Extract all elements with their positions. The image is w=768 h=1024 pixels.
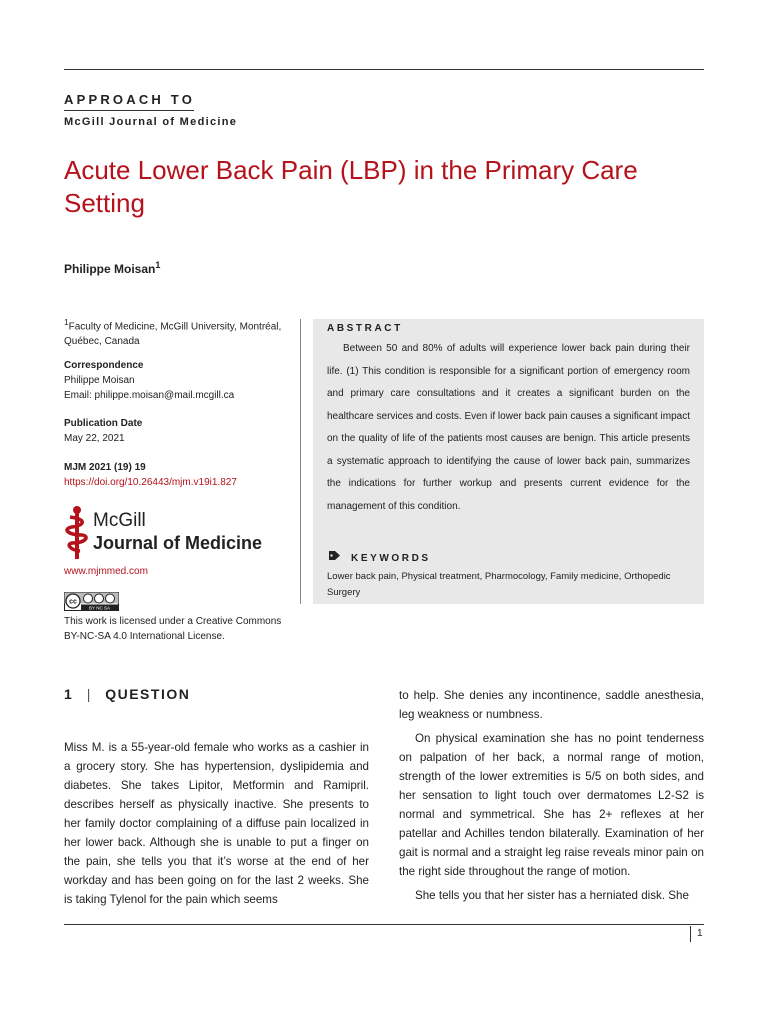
section-heading <box>64 686 190 702</box>
abstract-text: Between 50 and 80% of adults will experience lower back pain during their life. (1) This condition is responsible for a significant portion of emergency room and primary care consultations and it creates a significant burden on the healthcare services and costs. Even if lower back pain causes a significant impact on the quality of life of the patients most causes are benign. This article presents a systematic approach to identifying the cause of lower back pain, summarizes the indications for further workup and presents current evidence for the management of this condition. <box>327 343 690 512</box>
citation-block <box>64 460 289 490</box>
website-link[interactable]: www.mjmmed.com <box>64 566 148 577</box>
author-line <box>64 260 160 276</box>
section-title: QUESTION <box>105 686 191 702</box>
journal-name: McGill Journal of Medicine <box>64 116 238 128</box>
publication-date-block <box>64 416 289 446</box>
logo-text-mcgill: McGill <box>93 510 146 531</box>
body-column-left <box>64 738 369 909</box>
affiliation <box>64 315 289 349</box>
svg-text:cc: cc <box>69 598 77 606</box>
citation: MJM 2021 (19) 19 <box>64 462 146 473</box>
bottom-rule <box>64 924 704 925</box>
body-paragraph: She tells you that her sister has a herniated disk. She <box>415 889 689 902</box>
correspondence-label: Correspondence <box>64 360 144 371</box>
author-affiliation-mark: 1 <box>155 260 161 270</box>
caduceus-logo-icon <box>64 505 90 561</box>
svg-text:BY NC SA: BY NC SA <box>89 605 110 611</box>
affiliation-mark: 1 <box>64 317 69 327</box>
abstract-heading: ABSTRACT <box>327 323 403 334</box>
keywords-heading: KEYWORDS <box>351 553 431 564</box>
body-paragraph: to help. She denies any incontinence, saddle anesthesia, leg weakness or numbness. <box>399 689 704 721</box>
body-column-right <box>399 686 704 905</box>
keywords-text: Lower back pain, Physical treatment, Pharmocology, Family medicine, Orthopedic Surgery <box>327 571 671 598</box>
sidebar-divider <box>300 319 301 604</box>
body-paragraph: On physical examination she has no point tenderness on palpation of her back, a normal range of motion, strength of the lower extremities is 5/5 on both sides, and her sensation to light touch over dermatomes L2-S2 is normal and symmetrical. She has 2+ reflexes at her patellar and Achilles tendon bilaterally. Examination of her gait is normal and a straight leg raise reveals minor pain on the right side throughout the range of motion. <box>399 732 704 878</box>
author-name: Philippe Moisan <box>64 262 156 276</box>
kicker-underline <box>64 110 194 111</box>
doi-link[interactable]: https://doi.org/10.26443/mjm.v19i1.827 <box>64 477 237 488</box>
publication-date-label: Publication Date <box>64 418 143 429</box>
logo-text-journal: Journal of Medicine <box>93 533 263 553</box>
correspondence-name: Philippe Moisan <box>64 375 135 386</box>
body-paragraph: Miss M. is a 55-year-old female who works as a cashier in a grocery story. She has hypertension, dyslipidemia and diabetes. She takes Lipitor, Metformin and Ramipril. describes herself as physically inactive. She presents to her family doctor complaining of a diffuse pain localized in her lower back. Although she is unable to put a finger on the pain, she tells you that it’s worse at the end of her workday and has been going on for the last 2 weeks. She is taking Tylenol for the pain which seems <box>64 741 369 906</box>
section-number: 1 <box>64 686 74 702</box>
affiliation-text: Faculty of Medicine, McGill University, Montréal, Québec, Canada <box>64 321 282 348</box>
publication-date: May 22, 2021 <box>64 433 125 444</box>
article-title: Acute Lower Back Pain (LBP) in the Primary Care Setting <box>64 155 638 218</box>
correspondence-email[interactable]: Email: philippe.moisan@mail.mcgill.ca <box>64 390 235 401</box>
series-kicker: APPROACH TO <box>64 92 196 107</box>
tag-icon <box>328 550 341 561</box>
creative-commons-license-icon <box>64 592 119 611</box>
page-number: 1 <box>697 928 703 939</box>
page-number-divider <box>690 926 691 942</box>
correspondence-block <box>64 358 289 403</box>
license-text: This work is licensed under a Creative Commons BY-NC-SA 4.0 International License. <box>64 616 282 642</box>
section-separator: | <box>86 686 92 702</box>
top-rule <box>64 69 704 70</box>
